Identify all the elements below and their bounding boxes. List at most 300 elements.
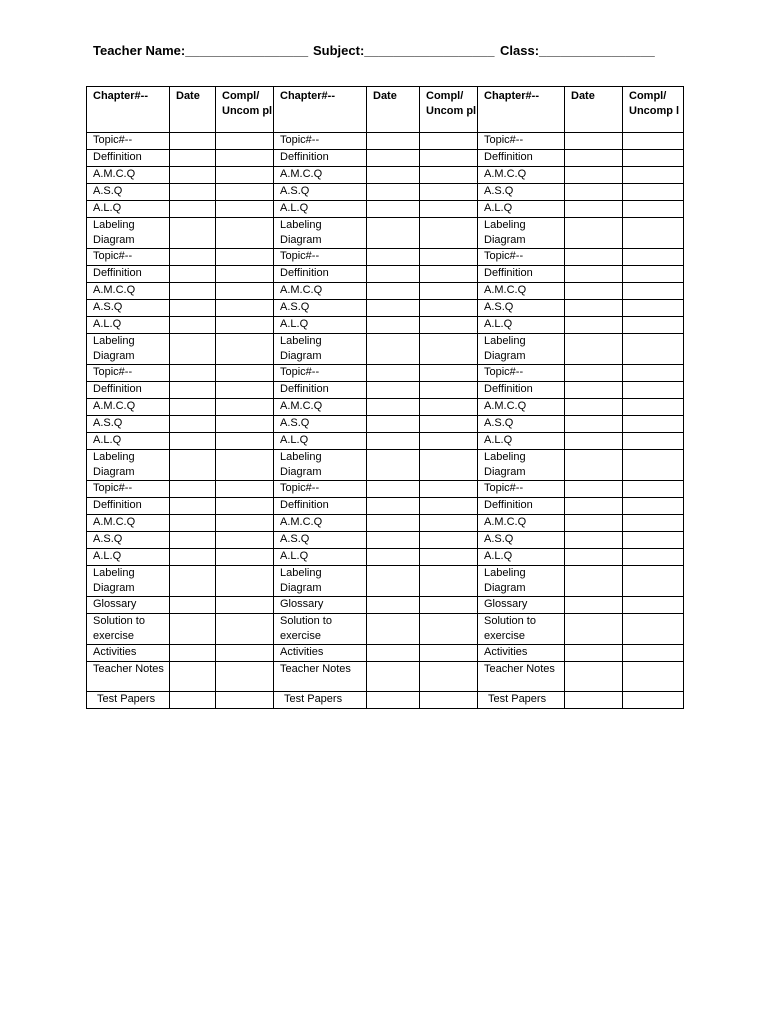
row-label-cell: Labeling Diagram — [87, 334, 170, 365]
status-cell — [623, 532, 684, 549]
status-cell — [420, 283, 478, 300]
row-label-cell: Labeling Diagram — [274, 218, 367, 249]
status-cell — [216, 515, 274, 532]
date-cell — [170, 532, 216, 549]
status-cell — [623, 416, 684, 433]
status-cell — [623, 300, 684, 317]
status-cell — [420, 614, 478, 645]
status-cell — [420, 266, 478, 283]
row-label-cell: A.M.C.Q — [87, 167, 170, 184]
alq-row — [87, 549, 684, 566]
status-cell — [420, 184, 478, 201]
status-cell — [216, 450, 274, 481]
row-label-cell: Topic#-- — [274, 249, 367, 266]
status-cell — [623, 167, 684, 184]
row-label-cell: A.L.Q — [274, 317, 367, 334]
date-cell — [367, 167, 420, 184]
teacher-notes-row — [87, 662, 684, 692]
row-label-cell: Test Papers — [87, 692, 170, 709]
date-cell — [565, 300, 623, 317]
row-label-cell: Solution to exercise — [478, 614, 565, 645]
header-row — [87, 87, 684, 133]
date-cell — [565, 692, 623, 709]
row-label-cell: Labeling Diagram — [87, 450, 170, 481]
status-cell — [623, 399, 684, 416]
status-cell — [216, 433, 274, 450]
date-cell — [367, 498, 420, 515]
date-cell — [565, 201, 623, 218]
date-cell — [170, 645, 216, 662]
row-label-cell: Solution to exercise — [87, 614, 170, 645]
amcq-row — [87, 283, 684, 300]
status-cell — [623, 365, 684, 382]
row-label-cell: Topic#-- — [478, 365, 565, 382]
row-label-cell: A.M.C.Q — [478, 167, 565, 184]
status-cell — [216, 218, 274, 249]
status-cell — [623, 645, 684, 662]
status-cell — [216, 399, 274, 416]
date-cell — [170, 662, 216, 692]
row-label-cell: Topic#-- — [478, 133, 565, 150]
status-cell — [216, 201, 274, 218]
column-header: Compl/ Uncom pl — [420, 87, 478, 133]
date-cell — [170, 450, 216, 481]
date-cell — [367, 184, 420, 201]
date-cell — [565, 566, 623, 597]
date-cell — [170, 249, 216, 266]
amcq-row — [87, 399, 684, 416]
row-label-cell: Teacher Notes — [87, 662, 170, 692]
status-cell — [623, 597, 684, 614]
row-label-cell: A.L.Q — [87, 433, 170, 450]
status-cell — [623, 201, 684, 218]
row-label-cell: Labeling Diagram — [274, 450, 367, 481]
status-cell — [216, 597, 274, 614]
date-cell — [565, 382, 623, 399]
status-cell — [216, 481, 274, 498]
status-cell — [420, 645, 478, 662]
row-label-cell: A.S.Q — [87, 184, 170, 201]
row-label-cell: Deffinition — [274, 382, 367, 399]
row-label-cell: A.L.Q — [87, 317, 170, 334]
status-cell — [216, 382, 274, 399]
date-cell — [367, 300, 420, 317]
date-cell — [170, 549, 216, 566]
status-cell — [216, 532, 274, 549]
date-cell — [170, 133, 216, 150]
date-cell — [170, 365, 216, 382]
column-header: Compl/ Uncom pl — [216, 87, 274, 133]
date-cell — [367, 481, 420, 498]
date-cell — [367, 532, 420, 549]
status-cell — [216, 150, 274, 167]
status-cell — [420, 481, 478, 498]
status-cell — [420, 662, 478, 692]
row-label-cell: Topic#-- — [87, 249, 170, 266]
status-cell — [420, 133, 478, 150]
date-cell — [565, 549, 623, 566]
status-cell — [420, 382, 478, 399]
amcq-row — [87, 515, 684, 532]
definition-row — [87, 150, 684, 167]
date-cell — [367, 645, 420, 662]
status-cell — [216, 566, 274, 597]
row-label-cell: Topic#-- — [87, 481, 170, 498]
row-label-cell: A.M.C.Q — [87, 399, 170, 416]
row-label-cell: Labeling Diagram — [87, 566, 170, 597]
row-label-cell: A.M.C.Q — [274, 283, 367, 300]
date-cell — [367, 433, 420, 450]
status-cell — [420, 365, 478, 382]
date-cell — [367, 334, 420, 365]
date-cell — [367, 515, 420, 532]
labeling-diagram-row — [87, 218, 684, 249]
date-cell — [367, 566, 420, 597]
date-cell — [565, 662, 623, 692]
date-cell — [565, 218, 623, 249]
row-label-cell: A.S.Q — [478, 300, 565, 317]
date-cell — [170, 597, 216, 614]
asq-row — [87, 532, 684, 549]
column-header: Date — [565, 87, 623, 133]
row-label-cell: A.S.Q — [478, 532, 565, 549]
status-cell — [216, 662, 274, 692]
date-cell — [565, 184, 623, 201]
row-label-cell: A.S.Q — [274, 532, 367, 549]
status-cell — [420, 249, 478, 266]
row-label-cell: Topic#-- — [274, 133, 367, 150]
date-cell — [565, 133, 623, 150]
row-label-cell: Labeling Diagram — [478, 566, 565, 597]
row-label-cell: A.M.C.Q — [87, 283, 170, 300]
date-cell — [367, 450, 420, 481]
row-label-cell: Deffinition — [274, 266, 367, 283]
status-cell — [623, 133, 684, 150]
row-label-cell: A.L.Q — [478, 549, 565, 566]
row-label-cell: Deffinition — [87, 266, 170, 283]
status-cell — [420, 549, 478, 566]
status-cell — [623, 614, 684, 645]
column-header: Date — [367, 87, 420, 133]
date-cell — [565, 614, 623, 645]
row-label-cell: Topic#-- — [87, 365, 170, 382]
labeling-diagram-row — [87, 334, 684, 365]
row-label-cell: A.S.Q — [87, 416, 170, 433]
row-label-cell: Topic#-- — [274, 365, 367, 382]
status-cell — [216, 300, 274, 317]
status-cell — [623, 662, 684, 692]
status-cell — [623, 450, 684, 481]
row-label-cell: Test Papers — [478, 692, 565, 709]
row-label-cell: Solution to exercise — [274, 614, 367, 645]
date-cell — [170, 334, 216, 365]
column-header: Chapter#-- — [274, 87, 367, 133]
row-label-cell: Deffinition — [478, 498, 565, 515]
row-label-cell: Labeling Diagram — [478, 334, 565, 365]
date-cell — [565, 150, 623, 167]
status-cell — [420, 167, 478, 184]
status-cell — [216, 365, 274, 382]
status-cell — [623, 481, 684, 498]
definition-row — [87, 266, 684, 283]
date-cell — [367, 218, 420, 249]
amcq-row — [87, 167, 684, 184]
date-cell — [170, 692, 216, 709]
date-cell — [170, 382, 216, 399]
status-cell — [420, 450, 478, 481]
row-label-cell: A.S.Q — [478, 184, 565, 201]
column-header: Chapter#-- — [87, 87, 170, 133]
date-cell — [565, 450, 623, 481]
date-cell — [170, 481, 216, 498]
row-label-cell: A.M.C.Q — [274, 167, 367, 184]
row-label-cell: Labeling Diagram — [87, 218, 170, 249]
row-label-cell: A.S.Q — [87, 300, 170, 317]
status-cell — [623, 266, 684, 283]
row-label-cell: Deffinition — [87, 382, 170, 399]
date-cell — [367, 365, 420, 382]
column-header: Date — [170, 87, 216, 133]
status-cell — [623, 184, 684, 201]
date-cell — [170, 150, 216, 167]
row-label-cell: Deffinition — [87, 150, 170, 167]
status-cell — [216, 249, 274, 266]
date-cell — [170, 317, 216, 334]
date-cell — [565, 167, 623, 184]
row-label-cell: A.L.Q — [87, 549, 170, 566]
status-cell — [216, 283, 274, 300]
row-label-cell: Teacher Notes — [478, 662, 565, 692]
date-cell — [367, 692, 420, 709]
date-cell — [367, 597, 420, 614]
teacher-name-field: Teacher Name:_________________ — [93, 43, 309, 58]
status-cell — [420, 433, 478, 450]
row-label-cell: A.S.Q — [87, 532, 170, 549]
status-cell — [623, 317, 684, 334]
date-cell — [367, 283, 420, 300]
row-label-cell: Activities — [87, 645, 170, 662]
status-cell — [623, 249, 684, 266]
date-cell — [170, 201, 216, 218]
alq-row — [87, 317, 684, 334]
status-cell — [420, 201, 478, 218]
asq-row — [87, 300, 684, 317]
row-label-cell: Labeling Diagram — [478, 218, 565, 249]
status-cell — [420, 532, 478, 549]
date-cell — [565, 317, 623, 334]
date-cell — [565, 334, 623, 365]
date-cell — [565, 249, 623, 266]
date-cell — [367, 249, 420, 266]
status-cell — [623, 334, 684, 365]
row-label-cell: Teacher Notes — [274, 662, 367, 692]
row-label-cell: Test Papers — [274, 692, 367, 709]
date-cell — [170, 416, 216, 433]
date-cell — [170, 266, 216, 283]
asq-row — [87, 184, 684, 201]
date-cell — [170, 184, 216, 201]
status-cell — [420, 515, 478, 532]
date-cell — [367, 266, 420, 283]
date-cell — [565, 481, 623, 498]
date-cell — [170, 283, 216, 300]
column-header: Compl/ Uncomp l — [623, 87, 684, 133]
row-label-cell: Activities — [274, 645, 367, 662]
row-label-cell: A.S.Q — [274, 416, 367, 433]
date-cell — [170, 433, 216, 450]
status-cell — [420, 300, 478, 317]
status-cell — [420, 597, 478, 614]
row-label-cell: A.L.Q — [478, 433, 565, 450]
row-label-cell: A.M.C.Q — [478, 283, 565, 300]
solution-row — [87, 614, 684, 645]
status-cell — [623, 382, 684, 399]
topic-row — [87, 133, 684, 150]
status-cell — [623, 498, 684, 515]
alq-row — [87, 201, 684, 218]
status-cell — [420, 334, 478, 365]
row-label-cell: A.M.C.Q — [274, 515, 367, 532]
topic-row — [87, 249, 684, 266]
date-cell — [565, 597, 623, 614]
alq-row — [87, 433, 684, 450]
row-label-cell: A.L.Q — [274, 549, 367, 566]
date-cell — [367, 614, 420, 645]
chapter-progress-table — [86, 86, 684, 709]
date-cell — [565, 433, 623, 450]
date-cell — [565, 645, 623, 662]
row-label-cell: Deffinition — [478, 382, 565, 399]
row-label-cell: Labeling Diagram — [274, 334, 367, 365]
status-cell — [420, 150, 478, 167]
status-cell — [420, 317, 478, 334]
date-cell — [170, 300, 216, 317]
date-cell — [367, 662, 420, 692]
date-cell — [565, 266, 623, 283]
status-cell — [216, 334, 274, 365]
status-cell — [216, 645, 274, 662]
row-label-cell: A.M.C.Q — [87, 515, 170, 532]
row-label-cell: Topic#-- — [87, 133, 170, 150]
subject-field: Subject:__________________ — [313, 43, 495, 58]
status-cell — [216, 184, 274, 201]
date-cell — [565, 416, 623, 433]
row-label-cell: Topic#-- — [274, 481, 367, 498]
column-header: Chapter#-- — [478, 87, 565, 133]
date-cell — [367, 133, 420, 150]
status-cell — [216, 549, 274, 566]
status-cell — [216, 266, 274, 283]
activities-row — [87, 645, 684, 662]
row-label-cell: A.L.Q — [274, 201, 367, 218]
topic-row — [87, 481, 684, 498]
class-field: Class:________________ — [500, 43, 655, 58]
row-label-cell: A.L.Q — [274, 433, 367, 450]
date-cell — [367, 549, 420, 566]
row-label-cell: Labeling Diagram — [478, 450, 565, 481]
status-cell — [420, 218, 478, 249]
row-label-cell: Topic#-- — [478, 481, 565, 498]
row-label-cell: Glossary — [478, 597, 565, 614]
row-label-cell: Glossary — [274, 597, 367, 614]
row-label-cell: A.L.Q — [87, 201, 170, 218]
date-cell — [367, 416, 420, 433]
date-cell — [170, 218, 216, 249]
row-label-cell: A.M.C.Q — [274, 399, 367, 416]
status-cell — [420, 498, 478, 515]
date-cell — [565, 498, 623, 515]
date-cell — [367, 150, 420, 167]
row-label-cell: A.L.Q — [478, 201, 565, 218]
status-cell — [420, 416, 478, 433]
row-label-cell: Deffinition — [274, 498, 367, 515]
date-cell — [367, 382, 420, 399]
row-label-cell: Deffinition — [274, 150, 367, 167]
date-cell — [367, 399, 420, 416]
status-cell — [216, 614, 274, 645]
status-cell — [623, 566, 684, 597]
status-cell — [623, 549, 684, 566]
status-cell — [420, 566, 478, 597]
row-label-cell: A.L.Q — [478, 317, 565, 334]
date-cell — [170, 614, 216, 645]
row-label-cell: A.S.Q — [274, 300, 367, 317]
date-cell — [170, 498, 216, 515]
row-label-cell: A.M.C.Q — [478, 399, 565, 416]
status-cell — [623, 433, 684, 450]
topic-row — [87, 365, 684, 382]
date-cell — [170, 515, 216, 532]
date-cell — [170, 167, 216, 184]
test-papers-row — [87, 692, 684, 709]
definition-row — [87, 498, 684, 515]
date-cell — [565, 283, 623, 300]
status-cell — [420, 692, 478, 709]
date-cell — [565, 365, 623, 382]
status-cell — [216, 416, 274, 433]
row-label-cell: Deffinition — [478, 150, 565, 167]
date-cell — [367, 201, 420, 218]
status-cell — [216, 692, 274, 709]
labeling-diagram-row — [87, 566, 684, 597]
status-cell — [623, 283, 684, 300]
row-label-cell: A.M.C.Q — [478, 515, 565, 532]
row-label-cell: Labeling Diagram — [274, 566, 367, 597]
date-cell — [170, 566, 216, 597]
status-cell — [216, 167, 274, 184]
glossary-row — [87, 597, 684, 614]
status-cell — [420, 399, 478, 416]
status-cell — [623, 218, 684, 249]
status-cell — [216, 317, 274, 334]
date-cell — [170, 399, 216, 416]
labeling-diagram-row — [87, 450, 684, 481]
date-cell — [367, 317, 420, 334]
row-label-cell: Topic#-- — [478, 249, 565, 266]
row-label-cell: A.S.Q — [274, 184, 367, 201]
status-cell — [623, 692, 684, 709]
date-cell — [565, 532, 623, 549]
date-cell — [565, 399, 623, 416]
status-cell — [623, 150, 684, 167]
row-label-cell: Glossary — [87, 597, 170, 614]
date-cell — [565, 515, 623, 532]
row-label-cell: A.S.Q — [478, 416, 565, 433]
row-label-cell: Activities — [478, 645, 565, 662]
asq-row — [87, 416, 684, 433]
definition-row — [87, 382, 684, 399]
row-label-cell: Deffinition — [87, 498, 170, 515]
